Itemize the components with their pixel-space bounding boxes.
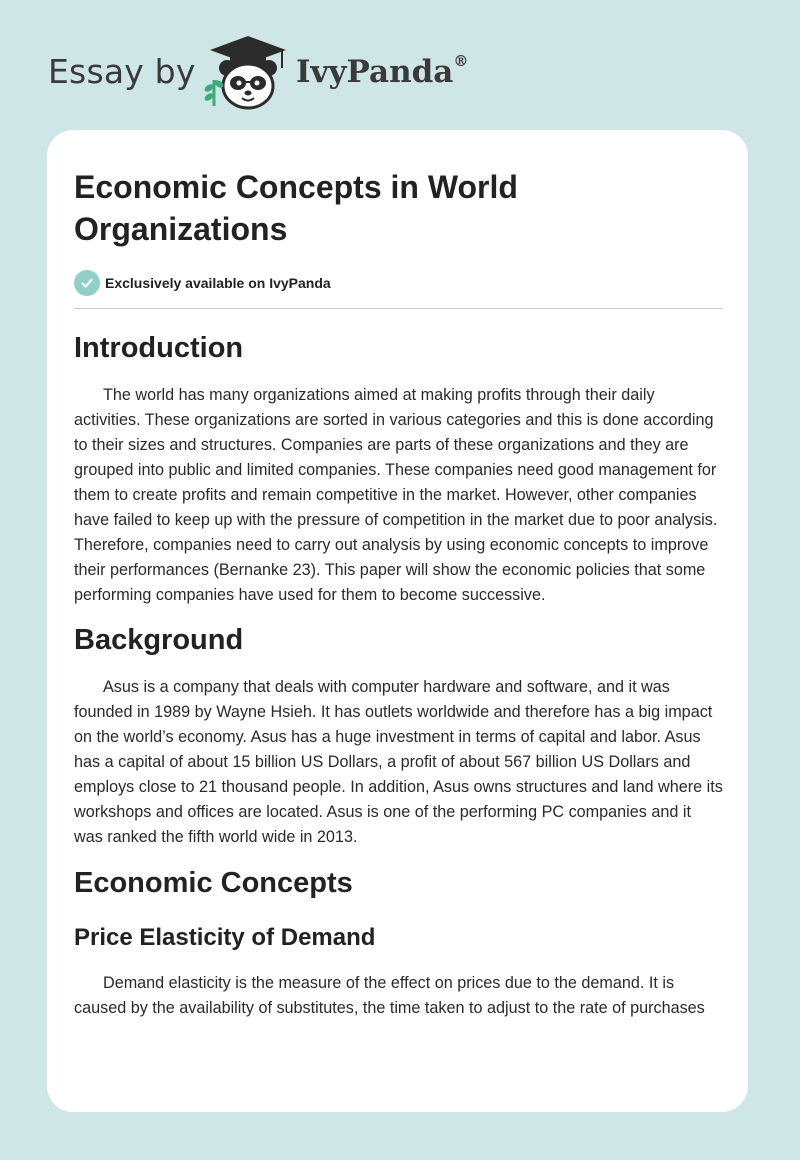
brand-header[interactable]	[48, 34, 468, 110]
paragraph-background: Asus is a company that deals with computer hardware and software, and it was founded in 1989 by Wayne Hsieh. It has outlets worldwide and therefore has a big impact on the world’s economy. Asus has a huge investment in terms of capital and labor. Asus has a capital of about 15 billion US Dollars, a profit of about 567 billion US Dollars and employs close to 21 thousand people. In addition, Asus owns structures and land where its workshops and offices are located. Asus is one of the performing PC companies and it was ranked the fifth world wide in 2013.	[74, 678, 723, 846]
paragraph-introduction: The world has many organizations aimed at making profits through their daily activities. These organizations are sorted in various categories and this is done according to their sizes and structures. Companies are parts of these organizations and they are grouped into public and limited companies. These companies need good management for them to create profits and remain competitive in the market. However, other companies have failed to keep up with the pressure of competition in the market due to poor analysis. Therefore, companies need to carry out analysis by using economic concepts to improve their performances (Bernanke 23). This paper will show the economic policies that some performing companies have used for them to become successive.	[74, 386, 718, 604]
essay-content	[74, 130, 724, 1021]
exclusive-badge	[74, 270, 724, 296]
brand-prefix: Essay by	[48, 52, 196, 91]
exclusive-badge-label: Exclusively available on IvyPanda	[105, 275, 331, 291]
paragraph-price-elasticity: Demand elasticity is the measure of the effect on prices due to the demand. It is caused by the availability of substitutes, the time taken to adjust to the rate of purchases	[74, 974, 705, 1017]
essay-card	[47, 130, 748, 1112]
panda-logo-icon	[202, 34, 294, 110]
heading-background: Background	[74, 624, 244, 656]
subheading-price-elasticity: Price Elasticity of Demand	[74, 924, 376, 951]
check-icon	[74, 270, 100, 296]
heading-introduction: Introduction	[74, 332, 244, 364]
title-divider	[74, 308, 723, 309]
essay-title: Economic Concepts in World Organizations	[74, 169, 518, 247]
brand-name: IvyPanda®	[296, 52, 469, 90]
heading-economic-concepts: Economic Concepts	[74, 867, 353, 899]
